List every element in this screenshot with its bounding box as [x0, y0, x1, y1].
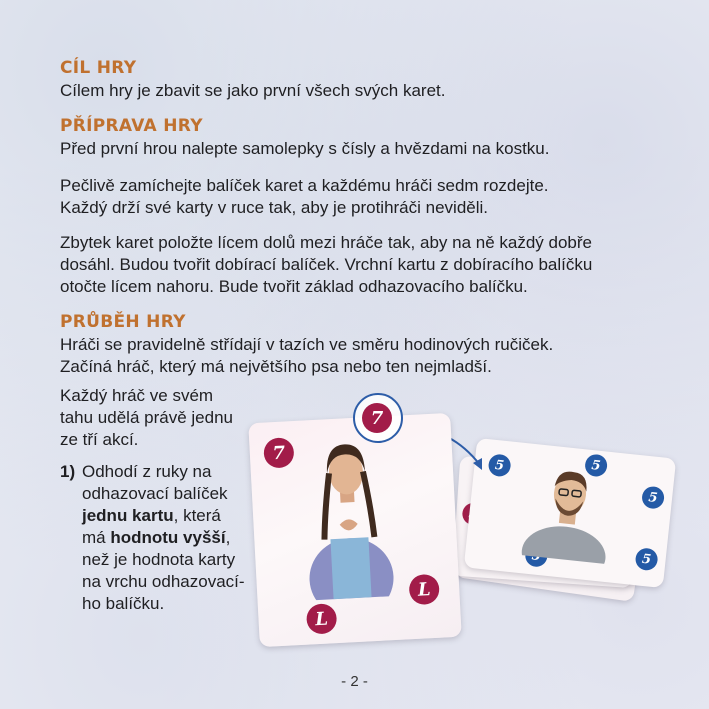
- item1-line3: [60, 505, 245, 527]
- item1-line6: na vrchu odhazovací-: [82, 572, 245, 591]
- item1-line4-rest: ,: [225, 528, 231, 547]
- girl-portrait-icon: [289, 426, 408, 602]
- hand-card-badge-br: L: [408, 574, 440, 606]
- item-number: 1): [60, 462, 76, 481]
- setup-p2-line2: Každý drží své karty v ruce tak, aby je protihráči neviděli.: [60, 198, 489, 217]
- goal-text: Cílem hry je zbavit se jako první všech svých karet.: [60, 81, 446, 100]
- item1-line5: než je hodnota karty: [82, 550, 236, 569]
- hand-card: [248, 413, 461, 647]
- action-list-item-1: [60, 461, 245, 615]
- item1-line2: odhazovací balíček: [82, 484, 228, 503]
- item1-line4: [60, 527, 245, 549]
- heading-setup: PŘÍPRAVA HRY: [60, 116, 203, 136]
- hand-card-value-badge: 7: [263, 437, 295, 469]
- setup-p3-line1: Zbytek karet položte lícem dolů mezi hráče tak, aby na ně každý dobře: [60, 233, 592, 252]
- setup-p2-line1: Pečlivě zamíchejte balíček karet a každému hráči sedm rozdejte.: [60, 176, 549, 195]
- heading-gameplay: PRŮBĚH HRY: [60, 312, 186, 332]
- setup-p3-line2: dosáhl. Budou tvořit dobírací balíček. Vrchní kartu z dobíracího balíčku: [60, 255, 593, 274]
- gameplay-p2-line1: Každý hráč ve svém: [60, 386, 214, 405]
- bold-one-card: jednu kartu: [82, 506, 174, 525]
- item1-line4-pre: má: [82, 528, 111, 547]
- man-portrait-icon: [513, 455, 623, 565]
- bold-higher-value: hodnotu vyšší: [110, 528, 226, 547]
- highlighted-value-badge: 7: [362, 403, 392, 433]
- pile-card-value-badge-br: 5: [634, 547, 658, 571]
- heading-goal: CÍL HRY: [60, 58, 137, 78]
- item1-line7: ho balíčku.: [82, 594, 165, 613]
- setup-p3-line3: otočte lícem nahoru. Bude tvořit základ odhazovacího balíčku.: [60, 277, 528, 296]
- gameplay-p2-line2: tahu udělá právě jednu: [60, 408, 233, 427]
- pile-card-value-badge-top: 5: [584, 453, 608, 477]
- gameplay-p1-line1: Hráči se pravidelně střídají v tazích ve směru hodinových ručiček.: [60, 335, 554, 354]
- hand-card-badge-bl: L: [306, 603, 338, 635]
- setup-p1: Před první hrou nalepte samolepky s čísly a hvězdami na kostku.: [60, 139, 550, 158]
- gameplay-p2-line3: ze tří akcí.: [60, 430, 139, 449]
- gameplay-p1-line2: Začíná hráč, který má největšího psa nebo ten nejmladší.: [60, 357, 492, 376]
- pile-card-value-badge-right: 5: [641, 486, 665, 510]
- item1-line1: Odhodí z ruky na: [82, 462, 212, 481]
- pile-card-value-badge: 5: [488, 453, 512, 477]
- item1-line3-rest: , která: [173, 506, 221, 525]
- pile-top-card: [464, 438, 676, 588]
- page-number: - 2 -: [341, 673, 368, 690]
